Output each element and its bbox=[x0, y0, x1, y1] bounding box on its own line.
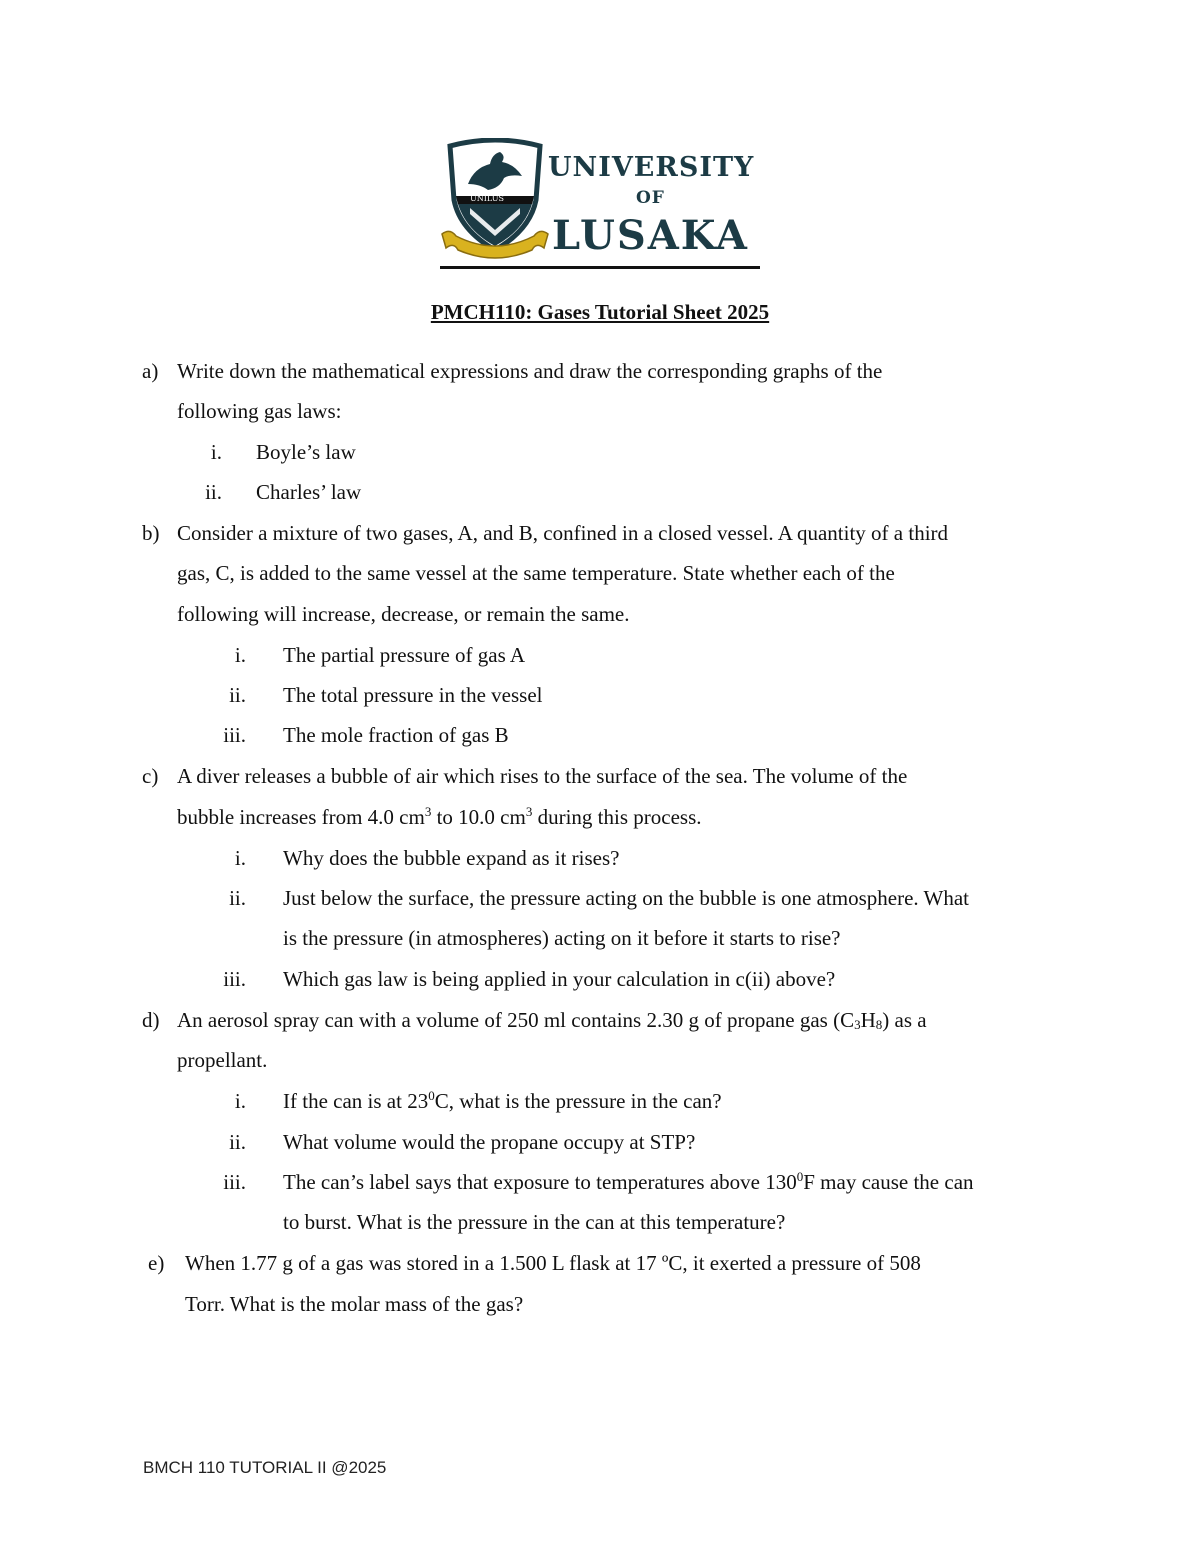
question-d-item-num: i. bbox=[234, 1089, 246, 1113]
question-b-line1: Consider a mixture of two gases, A, and B, confined in a closed vessel. A quantity of a third bbox=[177, 521, 949, 545]
question-a-item-text: Boyle’s law bbox=[256, 440, 356, 464]
question-a-item-num: i. bbox=[210, 440, 222, 464]
question-b-item-text: The partial pressure of gas A bbox=[283, 643, 526, 667]
question-c-line2-part: bubble increases from 4.0 cm bbox=[177, 805, 425, 829]
question-c-line2-part: to 10.0 cm bbox=[431, 805, 526, 829]
question-d-item-part: C, what is the pressure in the can? bbox=[434, 1089, 722, 1113]
logo-underline bbox=[440, 266, 760, 269]
subscript: 3 bbox=[854, 1017, 861, 1032]
question-c-line2 bbox=[177, 797, 702, 838]
question-b-label: b) bbox=[142, 521, 160, 545]
page-footer: BMCH 110 TUTORIAL II @2025 bbox=[143, 1458, 387, 1477]
superscript: 3 bbox=[525, 804, 533, 819]
question-a-item-num: ii. bbox=[205, 480, 222, 504]
question-a-item-text: Charles’ law bbox=[256, 480, 362, 504]
question-d-line1 bbox=[177, 1000, 927, 1041]
university-logo bbox=[440, 138, 762, 272]
question-d-item-part: If the can is at 23 bbox=[283, 1089, 429, 1113]
question-c-item-text: Why does the bubble expand as it rises? bbox=[283, 846, 620, 870]
logo-university-text: UNIVERSITY bbox=[548, 152, 755, 183]
question-c-item-num: i. bbox=[234, 846, 246, 870]
page-title: PMCH110: Gases Tutorial Sheet 2025 bbox=[430, 300, 770, 324]
shield-text: UNILUS bbox=[470, 194, 504, 203]
question-b-item-text: The mole fraction of gas B bbox=[283, 723, 509, 747]
superscript: 0 bbox=[428, 1088, 435, 1103]
question-d-item-num: iii. bbox=[223, 1170, 246, 1194]
question-b-item-num: iii. bbox=[223, 723, 246, 747]
question-c-item-text: Just below the surface, the pressure acting on the bubble is one atmosphere. What bbox=[283, 886, 969, 910]
question-c-item-num: ii. bbox=[229, 886, 246, 910]
logo-of-text: OF bbox=[636, 188, 665, 208]
question-d-item-num: ii. bbox=[229, 1130, 246, 1154]
question-a-label: a) bbox=[142, 359, 159, 383]
question-b-item-num: ii. bbox=[229, 683, 246, 707]
question-c-item-text: Which gas law is being applied in your calculation in c(ii) above? bbox=[283, 967, 836, 991]
question-d-line1-part: An aerosol spray can with a volume of 250 ml contains 2.30 g of propane gas (C bbox=[177, 1008, 855, 1032]
question-d-label: d) bbox=[142, 1008, 160, 1032]
question-b-item-text: The total pressure in the vessel bbox=[283, 683, 543, 707]
question-c-item-num: iii. bbox=[223, 967, 246, 991]
shield-crest-icon bbox=[440, 138, 550, 264]
question-d-line1-part: H bbox=[860, 1008, 876, 1032]
question-d-item-text bbox=[283, 1081, 722, 1122]
question-c-item-text: is the pressure (in atmospheres) acting on it before it starts to rise? bbox=[283, 926, 841, 950]
question-b-line3: following will increase, decrease, or remain the same. bbox=[177, 602, 630, 626]
question-d-item-text: to burst. What is the pressure in the can at this temperature? bbox=[283, 1210, 786, 1234]
question-e-line2: Torr. What is the molar mass of the gas? bbox=[185, 1292, 524, 1316]
question-d-item-text bbox=[283, 1162, 974, 1203]
question-e-label: e) bbox=[148, 1251, 165, 1275]
logo-lusaka-text: LUSAKA bbox=[552, 212, 749, 259]
question-d-item-part: The can’s label says that exposure to temperatures above 130 bbox=[283, 1170, 797, 1194]
superscript: 3 bbox=[424, 804, 432, 819]
question-c-line1: A diver releases a bubble of air which rises to the surface of the sea. The volume of the bbox=[177, 764, 908, 788]
question-d-line2: propellant. bbox=[177, 1048, 268, 1072]
subscript: 8 bbox=[875, 1017, 883, 1032]
question-d-item-part: F may cause the can bbox=[803, 1170, 974, 1194]
question-e-line1: When 1.77 g of a gas was stored in a 1.500 L flask at 17 ºC, it exerted a pressure of 508 bbox=[185, 1251, 921, 1275]
superscript: 0 bbox=[796, 1169, 804, 1184]
question-b-item-num: i. bbox=[234, 643, 246, 667]
question-a-line2: following gas laws: bbox=[177, 399, 342, 423]
question-b-line2: gas, C, is added to the same vessel at the same temperature. State whether each of the bbox=[177, 561, 895, 585]
question-a-line1: Write down the mathematical expressions and draw the corresponding graphs of the bbox=[177, 359, 883, 383]
question-c-label: c) bbox=[142, 764, 159, 788]
question-c-line2-part: during this process. bbox=[532, 805, 702, 829]
question-d-item-text: What volume would the propane occupy at STP? bbox=[283, 1130, 696, 1154]
question-d-line1-part: ) as a bbox=[882, 1008, 927, 1032]
